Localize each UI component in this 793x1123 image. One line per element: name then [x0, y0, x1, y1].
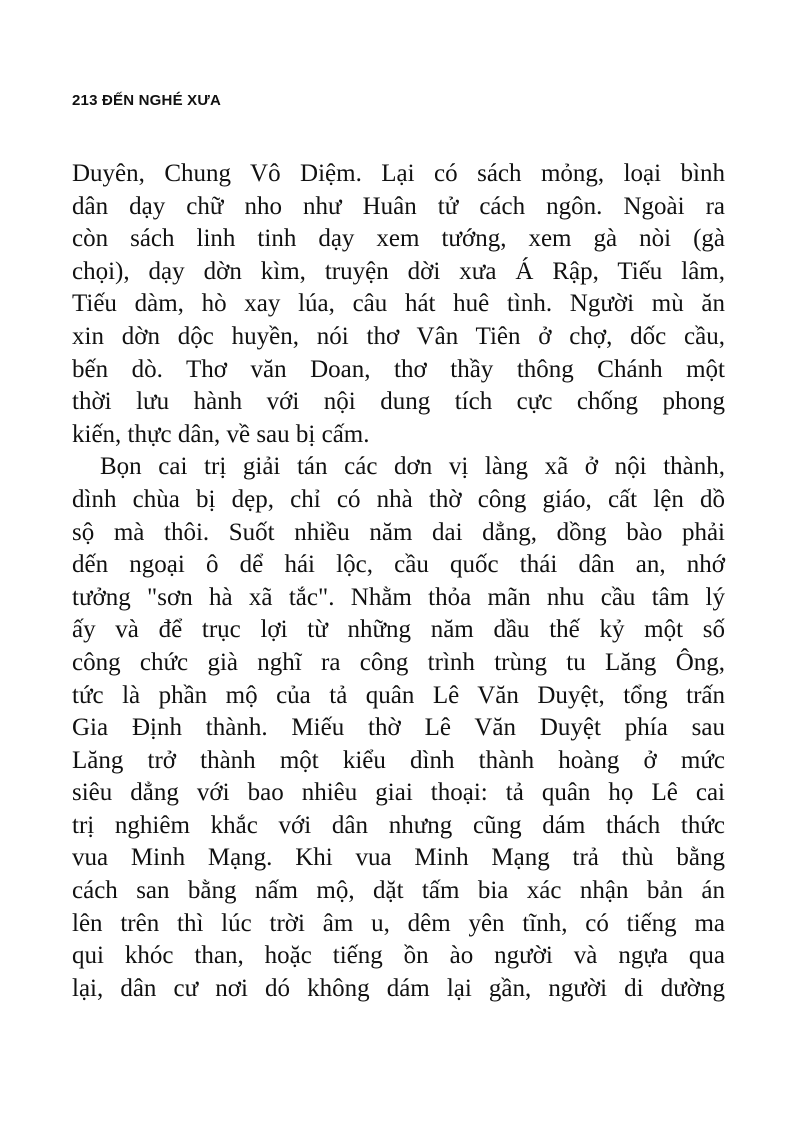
text-line: trị nghiêm khắc với dân nhưng cũng dám thách thức	[72, 811, 725, 839]
text-line: dến ngoại ô dể hái lộc, cầu quốc thái dân an, nhớ	[72, 551, 725, 579]
body-text	[72, 158, 725, 1005]
text-line: Tiếu dàm, hò xay lúa, câu hát huê tình. Người mù ăn	[72, 290, 725, 318]
running-header: 213 ĐẾN NGHÉ XƯA	[72, 92, 222, 109]
text-line: công chức già nghĩ ra công trình trùng tu Lăng Ông,	[72, 648, 725, 676]
text-line: cách san bằng nấm mộ, dặt tấm bia xác nhận bản án	[72, 877, 725, 905]
paragraph	[72, 451, 725, 1005]
text-line: Lăng trở thành một kiểu dình thành hoàng ở mức	[72, 746, 725, 774]
text-line: dình chùa bị dẹp, chỉ có nhà thờ công giáo, cất lện dồ	[72, 485, 725, 513]
text-line: lên trên thì lúc trời âm u, dêm yên tĩnh, có tiếng ma	[72, 909, 725, 937]
paragraph	[72, 158, 725, 451]
text-line: dân dạy chữ nho như Huân tử cách ngôn. Ngoài ra	[72, 192, 725, 220]
text-line: Duyên, Chung Vô Diệm. Lại có sách mỏng, loại bình	[72, 160, 725, 187]
text-line: ấy và để trục lợi từ những năm dầu thế kỷ một số	[72, 616, 725, 644]
text-line: qui khóc than, hoặc tiếng ồn ào người và ngựa qua	[72, 942, 725, 970]
text-line: sộ mà thôi. Suốt nhiều năm dai dẳng, dồng bào phải	[72, 518, 725, 546]
text-line: tức là phần mộ của tả quân Lê Văn Duyệt, tổng trấn	[72, 681, 725, 709]
text-line: xin dờn dộc huyền, nói thơ Vân Tiên ở chợ, dốc cầu,	[72, 322, 725, 350]
text-line: Bọn cai trị giải tán các dơn vị làng xã ở nội thành,	[100, 453, 725, 481]
text-line: bến dò. Thơ văn Doan, thơ thầy thông Chánh một	[72, 355, 725, 383]
text-line: kiến, thực dân, về sau bị cấm.	[72, 420, 370, 448]
text-line: tưởng "sơn hà xã tắc". Nhằm thỏa mãn nhu cầu tâm lý	[72, 583, 725, 611]
text-line: lại, dân cư nơi dó không dám lại gần, người di dường	[72, 974, 725, 1002]
text-line: Gia Định thành. Miếu thờ Lê Văn Duyệt phía sau	[72, 714, 725, 742]
text-line: thời lưu hành với nội dung tích cực chống phong	[72, 388, 725, 416]
text-line: vua Minh Mạng. Khi vua Minh Mạng trả thù bằng	[72, 844, 725, 872]
text-line: còn sách linh tinh dạy xem tướng, xem gà nòi (gà	[72, 225, 725, 253]
text-line: siêu dẳng với bao nhiêu giai thoại: tả quân họ Lê cai	[72, 779, 725, 807]
text-line: chọi), dạy dờn kìm, truyện dời xưa Á Rập, Tiếu lâm,	[72, 257, 725, 285]
